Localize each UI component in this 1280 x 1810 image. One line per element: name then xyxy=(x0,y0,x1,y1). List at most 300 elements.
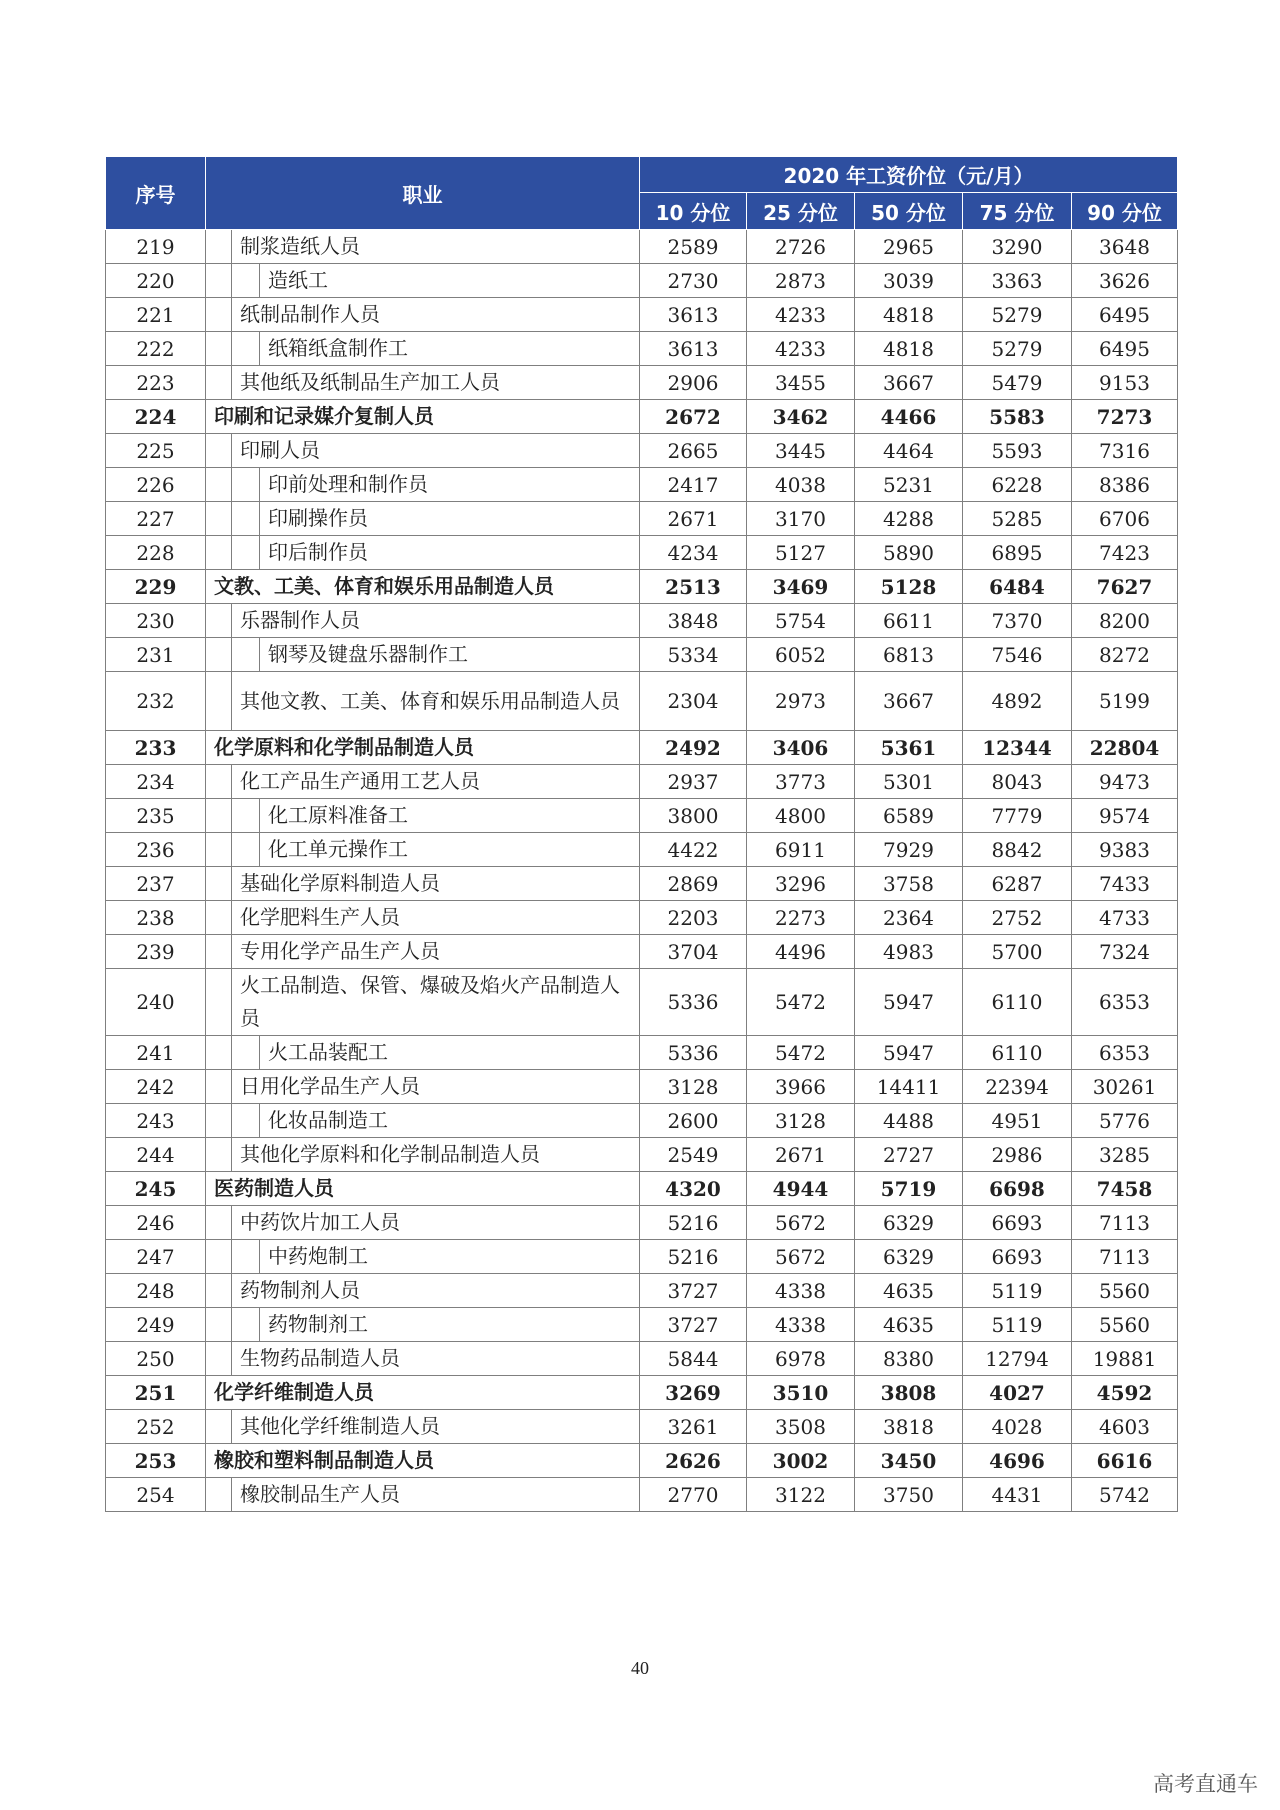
wage-p10: 2671 xyxy=(640,502,747,536)
wage-p10: 2589 xyxy=(640,230,747,264)
table-row xyxy=(106,731,1178,765)
occupation-name: 其他纸及纸制品生产加工人员 xyxy=(232,366,640,400)
row-number: 227 xyxy=(106,502,206,536)
wage-p75: 6895 xyxy=(963,536,1072,570)
indent-cell xyxy=(206,672,232,731)
row-number: 249 xyxy=(106,1308,206,1342)
wage-p50: 5231 xyxy=(855,468,963,502)
wage-p25: 5472 xyxy=(747,1036,855,1070)
wage-p10: 4422 xyxy=(640,833,747,867)
wage-p75: 6110 xyxy=(963,1036,1072,1070)
occupation-name: 印刷人员 xyxy=(232,434,640,468)
wage-p90: 6353 xyxy=(1072,1036,1178,1070)
occupation-name: 印后制作员 xyxy=(260,536,640,570)
header-p50: 50 分位 xyxy=(855,193,963,230)
wage-p75: 6287 xyxy=(963,867,1072,901)
wage-p50: 6813 xyxy=(855,638,963,672)
wage-p50: 3818 xyxy=(855,1410,963,1444)
wage-p10: 3704 xyxy=(640,935,747,969)
wage-p90: 4592 xyxy=(1072,1376,1178,1410)
wage-p10: 2906 xyxy=(640,366,747,400)
occupation-name: 化工产品生产通用工艺人员 xyxy=(232,765,640,799)
wage-p75: 4028 xyxy=(963,1410,1072,1444)
indent-cell xyxy=(206,366,232,400)
indent-cell xyxy=(206,1274,232,1308)
row-number: 243 xyxy=(106,1104,206,1138)
indent-cell xyxy=(206,502,232,536)
row-number: 220 xyxy=(106,264,206,298)
wage-p25: 3128 xyxy=(747,1104,855,1138)
wage-p25: 6978 xyxy=(747,1342,855,1376)
wage-p25: 3462 xyxy=(747,400,855,434)
wage-p10: 2203 xyxy=(640,901,747,935)
wage-p25: 2973 xyxy=(747,672,855,731)
wage-p25: 3773 xyxy=(747,765,855,799)
wage-p25: 3469 xyxy=(747,570,855,604)
wage-p75: 5119 xyxy=(963,1308,1072,1342)
row-number: 239 xyxy=(106,935,206,969)
wage-p75: 12344 xyxy=(963,731,1072,765)
wage-p50: 4818 xyxy=(855,332,963,366)
occupation-name: 化工单元操作工 xyxy=(260,833,640,867)
wage-p50: 4488 xyxy=(855,1104,963,1138)
wage-p25: 2726 xyxy=(747,230,855,264)
wage-p50: 3667 xyxy=(855,672,963,731)
table-row xyxy=(106,1410,1178,1444)
table-row xyxy=(106,1104,1178,1138)
indent-cell xyxy=(206,230,232,264)
wage-p90: 7113 xyxy=(1072,1240,1178,1274)
indent-cell xyxy=(206,1240,232,1274)
wage-p50: 14411 xyxy=(855,1070,963,1104)
row-number: 237 xyxy=(106,867,206,901)
row-number: 222 xyxy=(106,332,206,366)
occupation-name: 化学纤维制造人员 xyxy=(206,1376,640,1410)
table-row xyxy=(106,230,1178,264)
wage-p10: 3727 xyxy=(640,1308,747,1342)
wage-p25: 4338 xyxy=(747,1274,855,1308)
row-number: 229 xyxy=(106,570,206,604)
wage-p10: 5216 xyxy=(640,1206,747,1240)
wage-p50: 4635 xyxy=(855,1308,963,1342)
wage-p25: 2671 xyxy=(747,1138,855,1172)
wage-p90: 8200 xyxy=(1072,604,1178,638)
wage-p90: 6616 xyxy=(1072,1444,1178,1478)
wage-p75: 6484 xyxy=(963,570,1072,604)
wage-p25: 3508 xyxy=(747,1410,855,1444)
wage-p75: 5285 xyxy=(963,502,1072,536)
indent-cell xyxy=(206,298,232,332)
wage-p75: 2752 xyxy=(963,901,1072,935)
indent-cell xyxy=(206,1206,232,1240)
table-row xyxy=(106,1172,1178,1206)
wage-p50: 3750 xyxy=(855,1478,963,1512)
indent-cell xyxy=(232,1104,260,1138)
row-number: 245 xyxy=(106,1172,206,1206)
table-row xyxy=(106,935,1178,969)
table-row xyxy=(106,1342,1178,1376)
wage-p90: 22804 xyxy=(1072,731,1178,765)
wage-p10: 5336 xyxy=(640,1036,747,1070)
wage-p50: 6329 xyxy=(855,1206,963,1240)
wage-p10: 4234 xyxy=(640,536,747,570)
table-body xyxy=(106,230,1178,1512)
wage-p90: 9153 xyxy=(1072,366,1178,400)
wage-p90: 3626 xyxy=(1072,264,1178,298)
row-number: 225 xyxy=(106,434,206,468)
wage-p75: 7546 xyxy=(963,638,1072,672)
indent-cell xyxy=(206,799,232,833)
row-number: 219 xyxy=(106,230,206,264)
wage-p25: 3170 xyxy=(747,502,855,536)
header-wage-group: 2020 年工资价位（元/月） xyxy=(640,157,1178,193)
wage-p90: 7458 xyxy=(1072,1172,1178,1206)
wage-p75: 7779 xyxy=(963,799,1072,833)
table-row xyxy=(106,969,1178,1036)
wage-p90: 7433 xyxy=(1072,867,1178,901)
row-number: 223 xyxy=(106,366,206,400)
wage-p90: 8272 xyxy=(1072,638,1178,672)
wage-p50: 3450 xyxy=(855,1444,963,1478)
wage-p25: 2873 xyxy=(747,264,855,298)
wage-p50: 6589 xyxy=(855,799,963,833)
wage-p25: 3406 xyxy=(747,731,855,765)
wage-p25: 3966 xyxy=(747,1070,855,1104)
indent-cell xyxy=(206,1410,232,1444)
occupation-name: 火工品装配工 xyxy=(260,1036,640,1070)
wage-p90: 7627 xyxy=(1072,570,1178,604)
indent-cell xyxy=(232,638,260,672)
table-row xyxy=(106,400,1178,434)
wage-p25: 3002 xyxy=(747,1444,855,1478)
wage-p50: 5947 xyxy=(855,1036,963,1070)
row-number: 233 xyxy=(106,731,206,765)
wage-p25: 6911 xyxy=(747,833,855,867)
wage-p75: 6110 xyxy=(963,969,1072,1036)
wage-p90: 7113 xyxy=(1072,1206,1178,1240)
indent-cell xyxy=(206,468,232,502)
occupation-name: 火工品制造、保管、爆破及焰火产品制造人员 xyxy=(232,969,640,1036)
header-p25: 25 分位 xyxy=(747,193,855,230)
wage-p75: 7370 xyxy=(963,604,1072,638)
table-row xyxy=(106,1206,1178,1240)
page-number: 40 xyxy=(631,1658,649,1678)
occupation-name: 印刷操作员 xyxy=(260,502,640,536)
occupation-name: 乐器制作人员 xyxy=(232,604,640,638)
wage-table xyxy=(105,156,1178,1512)
wage-p75: 3290 xyxy=(963,230,1072,264)
table-row xyxy=(106,1070,1178,1104)
wage-p10: 3848 xyxy=(640,604,747,638)
wage-p90: 6495 xyxy=(1072,332,1178,366)
wage-p25: 4233 xyxy=(747,332,855,366)
wage-p75: 4696 xyxy=(963,1444,1072,1478)
table-row xyxy=(106,1240,1178,1274)
row-number: 235 xyxy=(106,799,206,833)
wage-p90: 3648 xyxy=(1072,230,1178,264)
table-row xyxy=(106,1478,1178,1512)
indent-cell xyxy=(206,604,232,638)
table-row xyxy=(106,901,1178,935)
table-row xyxy=(106,638,1178,672)
wage-p25: 4233 xyxy=(747,298,855,332)
wage-p50: 4288 xyxy=(855,502,963,536)
wage-p75: 8842 xyxy=(963,833,1072,867)
wage-p90: 9383 xyxy=(1072,833,1178,867)
occupation-name: 基础化学原料制造人员 xyxy=(232,867,640,901)
wage-p50: 5128 xyxy=(855,570,963,604)
wage-p10: 2665 xyxy=(640,434,747,468)
wage-p10: 3128 xyxy=(640,1070,747,1104)
indent-cell xyxy=(206,264,232,298)
wage-p10: 5334 xyxy=(640,638,747,672)
indent-cell xyxy=(206,935,232,969)
wage-p75: 5119 xyxy=(963,1274,1072,1308)
row-number: 226 xyxy=(106,468,206,502)
table-row xyxy=(106,536,1178,570)
wage-p90: 6706 xyxy=(1072,502,1178,536)
occupation-name: 药物制剂工 xyxy=(260,1308,640,1342)
occupation-name: 药物制剂人员 xyxy=(232,1274,640,1308)
wage-p50: 5890 xyxy=(855,536,963,570)
wage-p50: 8380 xyxy=(855,1342,963,1376)
indent-cell xyxy=(206,1308,232,1342)
wage-p75: 4951 xyxy=(963,1104,1072,1138)
row-number: 231 xyxy=(106,638,206,672)
wage-p75: 6693 xyxy=(963,1240,1072,1274)
wage-p50: 4983 xyxy=(855,935,963,969)
wage-p10: 3613 xyxy=(640,298,747,332)
wage-p75: 5279 xyxy=(963,332,1072,366)
wage-p75: 6698 xyxy=(963,1172,1072,1206)
row-number: 240 xyxy=(106,969,206,1036)
wage-p90: 4603 xyxy=(1072,1410,1178,1444)
wage-p75: 8043 xyxy=(963,765,1072,799)
wage-p50: 4466 xyxy=(855,400,963,434)
wage-p25: 4038 xyxy=(747,468,855,502)
wage-p75: 5700 xyxy=(963,935,1072,969)
indent-cell xyxy=(206,969,232,1036)
row-number: 252 xyxy=(106,1410,206,1444)
wage-p10: 5336 xyxy=(640,969,747,1036)
indent-cell xyxy=(206,765,232,799)
occupation-name: 化工原料准备工 xyxy=(260,799,640,833)
table-row xyxy=(106,799,1178,833)
wage-p75: 5583 xyxy=(963,400,1072,434)
wage-p90: 7423 xyxy=(1072,536,1178,570)
wage-p10: 2549 xyxy=(640,1138,747,1172)
wage-p50: 5301 xyxy=(855,765,963,799)
indent-cell xyxy=(232,502,260,536)
wage-p10: 2937 xyxy=(640,765,747,799)
wage-p75: 4027 xyxy=(963,1376,1072,1410)
occupation-name: 专用化学产品生产人员 xyxy=(232,935,640,969)
indent-cell xyxy=(206,1070,232,1104)
wage-p10: 2492 xyxy=(640,731,747,765)
indent-cell xyxy=(206,901,232,935)
indent-cell xyxy=(206,1104,232,1138)
indent-cell xyxy=(232,536,260,570)
row-number: 230 xyxy=(106,604,206,638)
wage-p25: 5672 xyxy=(747,1240,855,1274)
occupation-name: 生物药品制造人员 xyxy=(232,1342,640,1376)
wage-p90: 5560 xyxy=(1072,1308,1178,1342)
wage-p90: 7316 xyxy=(1072,434,1178,468)
wage-p90: 6353 xyxy=(1072,969,1178,1036)
wage-p75: 4892 xyxy=(963,672,1072,731)
indent-cell xyxy=(206,434,232,468)
wage-p50: 3808 xyxy=(855,1376,963,1410)
table-row xyxy=(106,604,1178,638)
indent-cell xyxy=(206,1138,232,1172)
wage-p25: 4338 xyxy=(747,1308,855,1342)
indent-cell xyxy=(206,1478,232,1512)
row-number: 254 xyxy=(106,1478,206,1512)
wage-p25: 3296 xyxy=(747,867,855,901)
wage-p25: 4496 xyxy=(747,935,855,969)
wage-p10: 2513 xyxy=(640,570,747,604)
wage-p50: 5947 xyxy=(855,969,963,1036)
table-row xyxy=(106,298,1178,332)
wage-p75: 5593 xyxy=(963,434,1072,468)
row-number: 221 xyxy=(106,298,206,332)
wage-p10: 3261 xyxy=(640,1410,747,1444)
indent-cell xyxy=(232,799,260,833)
wage-p10: 2304 xyxy=(640,672,747,731)
table-row xyxy=(106,434,1178,468)
row-number: 248 xyxy=(106,1274,206,1308)
row-number: 251 xyxy=(106,1376,206,1410)
wage-p10: 3269 xyxy=(640,1376,747,1410)
wage-p90: 30261 xyxy=(1072,1070,1178,1104)
indent-cell xyxy=(232,332,260,366)
row-number: 247 xyxy=(106,1240,206,1274)
table-row xyxy=(106,672,1178,731)
wage-p50: 4818 xyxy=(855,298,963,332)
wage-p50: 3667 xyxy=(855,366,963,400)
wage-p10: 2626 xyxy=(640,1444,747,1478)
header-p75: 75 分位 xyxy=(963,193,1072,230)
wage-p90: 3285 xyxy=(1072,1138,1178,1172)
occupation-name: 日用化学品生产人员 xyxy=(232,1070,640,1104)
indent-cell xyxy=(232,468,260,502)
table-row xyxy=(106,867,1178,901)
header-seq: 序号 xyxy=(106,157,206,230)
wage-p90: 7273 xyxy=(1072,400,1178,434)
wage-p25: 5672 xyxy=(747,1206,855,1240)
wage-p10: 3800 xyxy=(640,799,747,833)
table-header xyxy=(106,157,1178,230)
wage-p10: 2770 xyxy=(640,1478,747,1512)
wage-p75: 5279 xyxy=(963,298,1072,332)
wage-p75: 12794 xyxy=(963,1342,1072,1376)
wage-p90: 8386 xyxy=(1072,468,1178,502)
wage-p10: 3727 xyxy=(640,1274,747,1308)
table-row xyxy=(106,1274,1178,1308)
occupation-name: 文教、工美、体育和娱乐用品制造人员 xyxy=(206,570,640,604)
wage-p10: 2869 xyxy=(640,867,747,901)
wage-p50: 4464 xyxy=(855,434,963,468)
table-row xyxy=(106,502,1178,536)
wage-p90: 5776 xyxy=(1072,1104,1178,1138)
wage-p25: 4944 xyxy=(747,1172,855,1206)
occupation-name: 其他化学纤维制造人员 xyxy=(232,1410,640,1444)
row-number: 224 xyxy=(106,400,206,434)
wage-p25: 3445 xyxy=(747,434,855,468)
occupation-name: 钢琴及键盘乐器制作工 xyxy=(260,638,640,672)
indent-cell xyxy=(232,833,260,867)
table-row xyxy=(106,765,1178,799)
wage-p10: 2730 xyxy=(640,264,747,298)
wage-p75: 5479 xyxy=(963,366,1072,400)
occupation-name: 橡胶制品生产人员 xyxy=(232,1478,640,1512)
occupation-name: 化妆品制造工 xyxy=(260,1104,640,1138)
occupation-name: 化学肥料生产人员 xyxy=(232,901,640,935)
wage-p25: 5754 xyxy=(747,604,855,638)
table-row xyxy=(106,366,1178,400)
row-number: 250 xyxy=(106,1342,206,1376)
occupation-name: 其他化学原料和化学制品制造人员 xyxy=(232,1138,640,1172)
wage-p25: 3510 xyxy=(747,1376,855,1410)
table-row xyxy=(106,1444,1178,1478)
watermark: 高考直通车 xyxy=(1153,1772,1258,1796)
wage-p75: 6693 xyxy=(963,1206,1072,1240)
table-row xyxy=(106,264,1178,298)
table-row xyxy=(106,1138,1178,1172)
wage-p75: 6228 xyxy=(963,468,1072,502)
wage-p90: 6495 xyxy=(1072,298,1178,332)
indent-cell xyxy=(232,264,260,298)
row-number: 228 xyxy=(106,536,206,570)
wage-p75: 2986 xyxy=(963,1138,1072,1172)
wage-p75: 3363 xyxy=(963,264,1072,298)
wage-p50: 2727 xyxy=(855,1138,963,1172)
occupation-name: 中药炮制工 xyxy=(260,1240,640,1274)
wage-p25: 5472 xyxy=(747,969,855,1036)
header-p90: 90 分位 xyxy=(1072,193,1178,230)
wage-p10: 5844 xyxy=(640,1342,747,1376)
indent-cell xyxy=(232,1308,260,1342)
occupation-name: 中药饮片加工人员 xyxy=(232,1206,640,1240)
wage-p50: 4635 xyxy=(855,1274,963,1308)
wage-p50: 5361 xyxy=(855,731,963,765)
row-number: 242 xyxy=(106,1070,206,1104)
wage-p50: 7929 xyxy=(855,833,963,867)
indent-cell xyxy=(206,1342,232,1376)
table-row xyxy=(106,468,1178,502)
wage-p10: 2672 xyxy=(640,400,747,434)
row-number: 238 xyxy=(106,901,206,935)
row-number: 241 xyxy=(106,1036,206,1070)
wage-p10: 4320 xyxy=(640,1172,747,1206)
occupation-name: 纸制品制作人员 xyxy=(232,298,640,332)
table-row xyxy=(106,1308,1178,1342)
wage-p90: 7324 xyxy=(1072,935,1178,969)
header-p10: 10 分位 xyxy=(640,193,747,230)
occupation-name: 制浆造纸人员 xyxy=(232,230,640,264)
wage-p10: 5216 xyxy=(640,1240,747,1274)
wage-p90: 4733 xyxy=(1072,901,1178,935)
table-row xyxy=(106,570,1178,604)
wage-p75: 22394 xyxy=(963,1070,1072,1104)
wage-p10: 3613 xyxy=(640,332,747,366)
wage-p25: 2273 xyxy=(747,901,855,935)
indent-cell xyxy=(206,833,232,867)
wage-p90: 19881 xyxy=(1072,1342,1178,1376)
wage-p90: 9473 xyxy=(1072,765,1178,799)
table-row xyxy=(106,833,1178,867)
wage-p50: 3758 xyxy=(855,867,963,901)
